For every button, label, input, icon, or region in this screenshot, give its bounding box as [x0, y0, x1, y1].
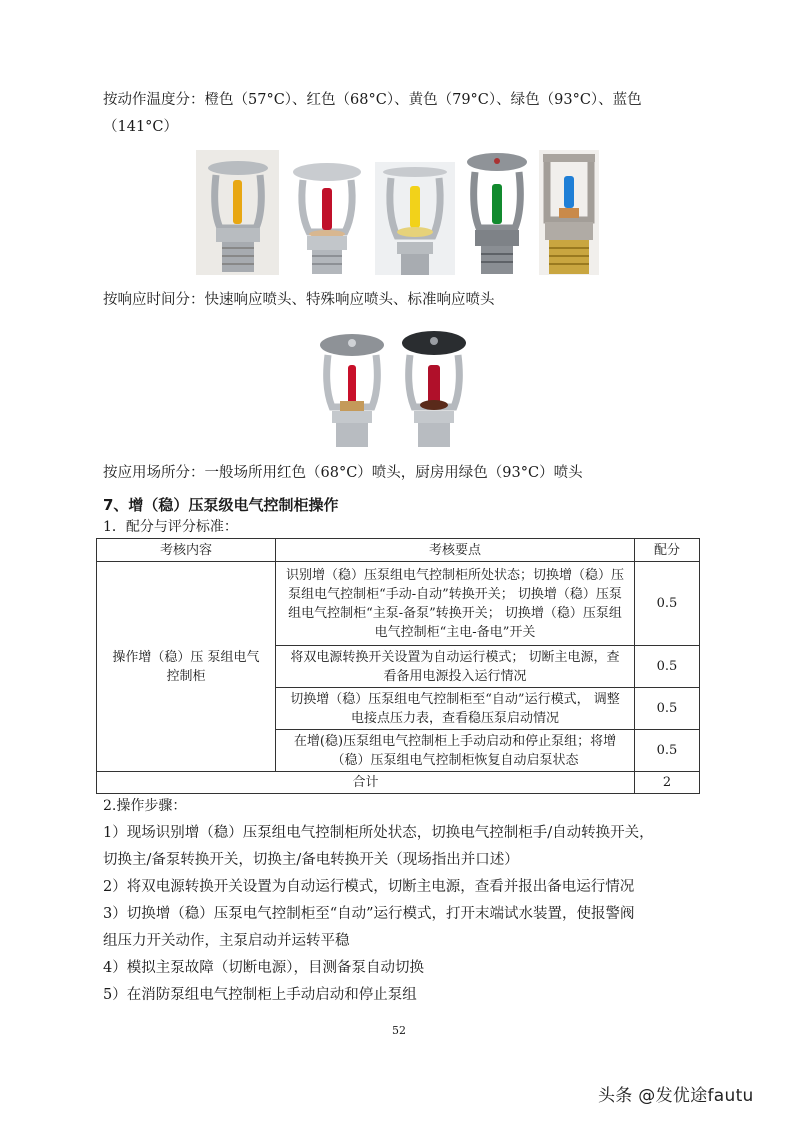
response-time-classification: 按响应时间分：快速响应喷头、特殊响应喷头、标准响应喷头 [103, 292, 495, 308]
score-cell: 0.5 [635, 730, 700, 772]
step-item: 5）在消防泵组电气控制柜上手动启动和停止泵组 [103, 987, 417, 1003]
response-sprinkler-images [316, 325, 470, 449]
header-score: 配分 [635, 539, 700, 562]
green-bulb-sprinkler-image [463, 150, 531, 275]
blue-bulb-sprinkler-image [539, 150, 599, 275]
step-item: 4）模拟主泵故障（切断电源），目测备泵自动切换 [103, 960, 424, 976]
steps-title: 2.操作步骤： [103, 798, 187, 814]
temperature-classification-line2: （141°C） [103, 119, 179, 135]
total-label: 合计 [97, 772, 635, 794]
standard-response-sprinkler-image [398, 325, 470, 449]
total-value: 2 [635, 772, 700, 794]
step-item: 2）将双电源转换开关设置为自动运行模式，切断主电源，查看并报出备电运行情况 [103, 879, 635, 895]
header-points: 考核要点 [276, 539, 635, 562]
table-row [97, 562, 700, 646]
score-cell: 0.5 [635, 562, 700, 646]
application-classification: 按应用场所分：一般场所用红色（68°C）喷头，厨房用绿色（93°C）喷头 [103, 465, 583, 481]
step-item: 1）现场识别增（稳）压泵组电气控制柜所处状态，切换电气控制柜手/自动转换开关， [103, 825, 654, 841]
scoring-table [96, 538, 700, 794]
score-cell: 0.5 [635, 646, 700, 688]
scoring-subtitle: 1．配分与评分标准： [103, 519, 238, 535]
fast-response-sprinkler-image [316, 325, 388, 449]
yellow-bulb-sprinkler-image [375, 162, 455, 275]
step-item: 组压力开关动作，主泵启动并运转平稳 [103, 933, 350, 949]
table-header-row [97, 539, 700, 562]
step-item: 3）切换增（稳）压泵电气控制柜至“自动”运行模式，打开末端试水装置，使报警阀 [103, 906, 635, 922]
point-cell: 将双电源转换开关设置为自动运行模式； 切断主电源，查看备用电源投入运行情况 [276, 646, 635, 688]
page-number: 52 [392, 1024, 406, 1037]
red-bulb-sprinkler-image [287, 150, 367, 275]
header-content: 考核内容 [97, 539, 276, 562]
point-cell: 识别增（稳）压泵组电气控制柜所处状态；切换增（稳）压泵组电气控制柜“手动-自动”转换开关； 切换增（稳）压泵组电气控制柜“主泵-备泵”转换开关； 切换增（稳）压泵组电气控制柜“主电-备电”开关 [276, 562, 635, 646]
watermark: 头条 @发优途fautu [598, 1086, 754, 1106]
step-item: 切换主/备泵转换开关，切换主/备电转换开关（现场指出并口述） [103, 852, 519, 868]
temperature-classification-line1: 按动作温度分：橙色（57°C）、红色（68°C）、黄色（79°C）、绿色（93°C）、蓝色 [103, 92, 642, 108]
point-cell: 在增(稳)压泵组电气控制柜上手动启动和停止泵组；将增（稳）压泵组电气控制柜恢复自动启泵状态 [276, 730, 635, 772]
point-cell: 切换增（稳）压泵组电气控制柜至“自动”运行模式， 调整电接点压力表，查看稳压泵启动情况 [276, 688, 635, 730]
content-cell: 操作增（稳）压 泵组电气控制柜 [97, 562, 276, 772]
score-cell: 0.5 [635, 688, 700, 730]
temperature-sprinkler-images [196, 150, 599, 275]
orange-bulb-sprinkler-image [196, 150, 279, 275]
total-row [97, 772, 700, 794]
section-title: 7、增（稳）压泵级电气控制柜操作 [103, 496, 339, 514]
